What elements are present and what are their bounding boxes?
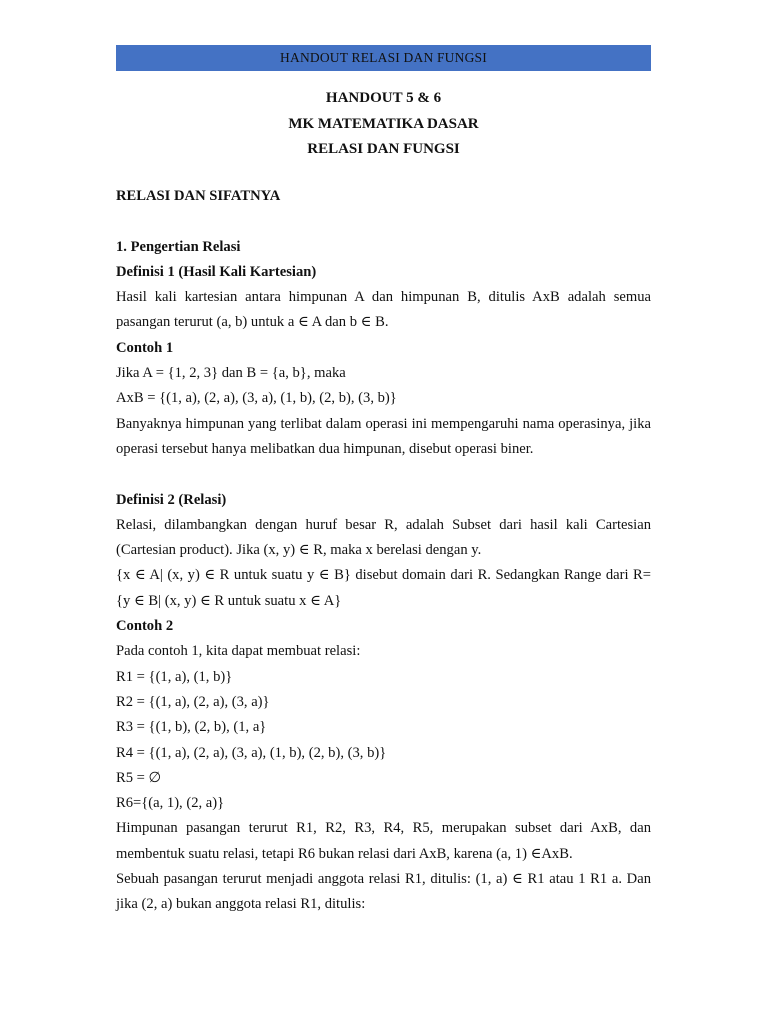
title-line-1: HANDOUT 5 & 6	[325, 90, 442, 106]
definition-2-text-2: {x ∈ A| (x, y) ∈ R untuk suatu y ∈ B} disebut domain dari R. Sedangkan Range dari R= {y ∈ B| (x, y) ∈ R untuk suatu x ∈ A}	[116, 567, 651, 609]
example-1-line-1: Jika A = {1, 2, 3} dan B = {a, b}, maka	[116, 365, 346, 382]
title-line-2: MK MATEMATIKA DASAR	[288, 115, 479, 132]
relation-r2: R2 = {(1, a), (2, a), (3, a)}	[116, 693, 270, 710]
example-2-heading: Contoh 2	[116, 618, 174, 635]
relation-r5: R5 = ∅	[116, 769, 162, 786]
relation-r6: R6={(a, 1), (2, a)}	[116, 795, 225, 812]
example-2-text-1: Himpunan pasangan terurut R1, R2, R3, R4, R5, merupakan subset dari AxB, dan membentuk suatu relasi, tetapi R6 bukan relasi dari AxB, karena (a, 1) ∈AxB.	[116, 820, 651, 862]
subsection-heading: 1. Pengertian Relasi	[116, 238, 241, 255]
relation-r3: R3 = {(1, b), (2, b), (1, a}	[116, 719, 267, 736]
example-1-text: Banyaknya himpunan yang terlibat dalam operasi ini mempengaruhi nama operasinya, jika operasi tersebut hanya melibatkan dua himpunan, disebut operasi biner.	[116, 415, 651, 457]
definition-1-heading: Definisi 1 (Hasil Kali Kartesian)	[116, 263, 317, 280]
definition-1-text: Hasil kali kartesian antara himpunan A dan himpunan B, ditulis AxB adalah semua pasangan terurut (a, b) untuk a ∈ A dan b ∈ B.	[116, 289, 651, 331]
example-2-text-2: Sebuah pasangan terurut menjadi anggota relasi R1, ditulis: (1, a) ∈ R1 atau 1 R1 a. Dan jika (2, a) bukan anggota relasi R1, ditulis:	[116, 871, 651, 913]
example-1-heading: Contoh 1	[116, 339, 174, 356]
document-body	[116, 184, 651, 918]
section-heading: RELASI DAN SIFATNYA	[116, 188, 281, 204]
relation-r4: R4 = {(1, a), (2, a), (3, a), (1, b), (2, b), (3, b)}	[116, 744, 387, 761]
example-2-intro: Pada contoh 1, kita dapat membuat relasi:	[116, 643, 361, 660]
definition-2-text-1: Relasi, dilambangkan dengan huruf besar R, adalah Subset dari hasil kali Cartesian (Cartesian product). Jika (x, y) ∈ R, maka x berelasi dengan y.	[116, 516, 651, 559]
header-banner: HANDOUT RELASI DAN FUNGSI	[116, 45, 651, 71]
title-line-3: RELASI DAN FUNGSI	[307, 141, 460, 157]
example-1-line-2: AxB = {(1, a), (2, a), (3, a), (1, b), (2, b), (3, b)}	[116, 390, 397, 407]
definition-2-heading: Definisi 2 (Relasi)	[116, 491, 227, 508]
relation-r1: R1 = {(1, a), (1, b)}	[116, 668, 233, 685]
title-block	[116, 86, 651, 163]
